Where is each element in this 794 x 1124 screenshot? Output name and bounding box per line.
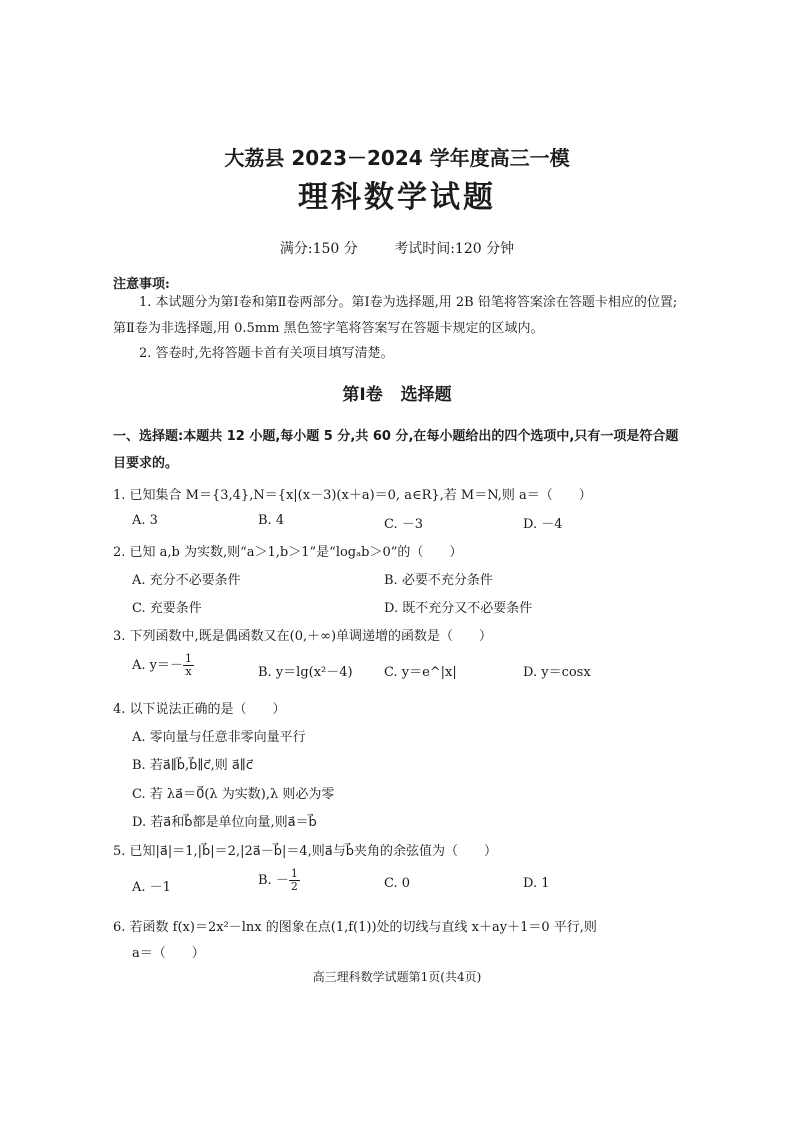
full-score: 满分:150 分 bbox=[279, 241, 358, 257]
question-5-option-c: C. 0 bbox=[384, 876, 411, 891]
section-name: 选择题 bbox=[400, 385, 452, 405]
question-4-option-a: A. 零向量与任意非零向量平行 bbox=[132, 730, 306, 745]
exam-meta bbox=[0, 238, 794, 258]
page-footer: 高三理科数学试题第1页(共4页) bbox=[312, 970, 482, 984]
question-5-stem: 5. 已知|a⃗|＝1,|b⃗|＝2,|2a⃗－b⃗|＝4,则a⃗与b⃗夹角的余弦值为（ ） bbox=[113, 844, 497, 859]
question-3-stem: 3. 下列函数中,既是偶函数又在(0,＋∞)单调递增的函数是（ ） bbox=[113, 629, 493, 644]
question-4-stem: 4. 以下说法正确的是（ ） bbox=[113, 702, 286, 717]
question-2-option-d: D. 既不充分又不必要条件 bbox=[384, 601, 533, 616]
section-part: 第Ⅰ卷 bbox=[342, 385, 383, 405]
question-4-option-c: C. 若 λa⃗＝0⃗(λ 为实数),λ 则必为零 bbox=[132, 787, 335, 802]
question-1-option-d: D. －4 bbox=[523, 517, 563, 532]
question-5-option-b-prefix: B. － bbox=[258, 873, 289, 888]
question-3-option-a bbox=[132, 653, 194, 678]
question-1-option-a: A. 3 bbox=[132, 513, 158, 528]
fraction-numerator: 1 bbox=[185, 652, 192, 665]
section-heading bbox=[0, 380, 794, 405]
question-4-option-b: B. 若a⃗∥b⃗,b⃗∥c⃗,则 a⃗∥c⃗ bbox=[132, 758, 253, 773]
exam-time: 考试时间:120 分钟 bbox=[394, 241, 515, 257]
question-2-option-a: A. 充分不必要条件 bbox=[132, 573, 241, 588]
question-3-option-c: C. y＝e^|x| bbox=[384, 665, 457, 680]
question-6-stem: 6. 若函数 f(x)＝2x²－lnx 的图象在点(1,f(1))处的切线与直线 x＋ay＋1＝0 平行,则 bbox=[113, 920, 597, 935]
question-5-option-b-fraction bbox=[289, 868, 300, 893]
fraction-denominator: x bbox=[185, 665, 192, 678]
question-2-option-c: C. 充要条件 bbox=[132, 601, 202, 616]
question-2-option-b: B. 必要不充分条件 bbox=[384, 573, 493, 588]
question-1-option-b: B. 4 bbox=[258, 513, 285, 528]
question-4-option-d: D. 若a⃗和b⃗都是单位向量,则a⃗＝b⃗ bbox=[132, 815, 317, 830]
question-5-option-a: A. －1 bbox=[132, 880, 171, 895]
exam-title: 大荔县 2023－2024 学年度高三一模 bbox=[224, 146, 570, 170]
part-one-instructions: 一、选择题:本题共 12 小题,每小题 5 分,共 60 分,在每小题给出的四个选项中,只有一项是符合题目要求的。 bbox=[113, 429, 679, 471]
question-6-stem-continued: a＝（ ） bbox=[132, 946, 205, 961]
note-item-1: 1. 本试题分为第Ⅰ卷和第Ⅱ卷两部分。第Ⅰ卷为选择题,用 2B 铅笔将答案涂在答题卡相应的位置;第Ⅱ卷为非选择题,用 0.5mm 黑色签字笔将答案写在答题卡规定的区域内。 bbox=[113, 295, 678, 336]
question-3-option-b: B. y＝lg(x²－4) bbox=[258, 665, 353, 680]
notes-title: 注意事项: bbox=[113, 277, 170, 292]
question-3-option-a-prefix: A. y＝－ bbox=[132, 658, 183, 673]
question-5-option-d: D. 1 bbox=[523, 876, 550, 891]
question-1-stem: 1. 已知集合 M＝{3,4},N＝{x|(x－3)(x＋a)＝0, a∈R},若 M＝N,则 a＝（ ） bbox=[113, 488, 592, 503]
fraction-denominator: 2 bbox=[290, 880, 298, 893]
question-3-option-a-fraction bbox=[183, 653, 194, 678]
fraction-numerator: 1 bbox=[290, 867, 298, 880]
question-2-stem: 2. 已知 a,b 为实数,则“a＞1,b＞1”是“logₐb＞0”的（ ） bbox=[113, 545, 463, 560]
question-3-option-d: D. y＝cosx bbox=[523, 665, 591, 680]
exam-subtitle: 理科数学试题 bbox=[298, 180, 496, 215]
question-5-option-b bbox=[258, 868, 300, 893]
note-item-2: 2. 答卷时,先将答题卡首有关项目填写清楚。 bbox=[139, 346, 394, 361]
question-1-option-c: C. －3 bbox=[384, 517, 424, 532]
